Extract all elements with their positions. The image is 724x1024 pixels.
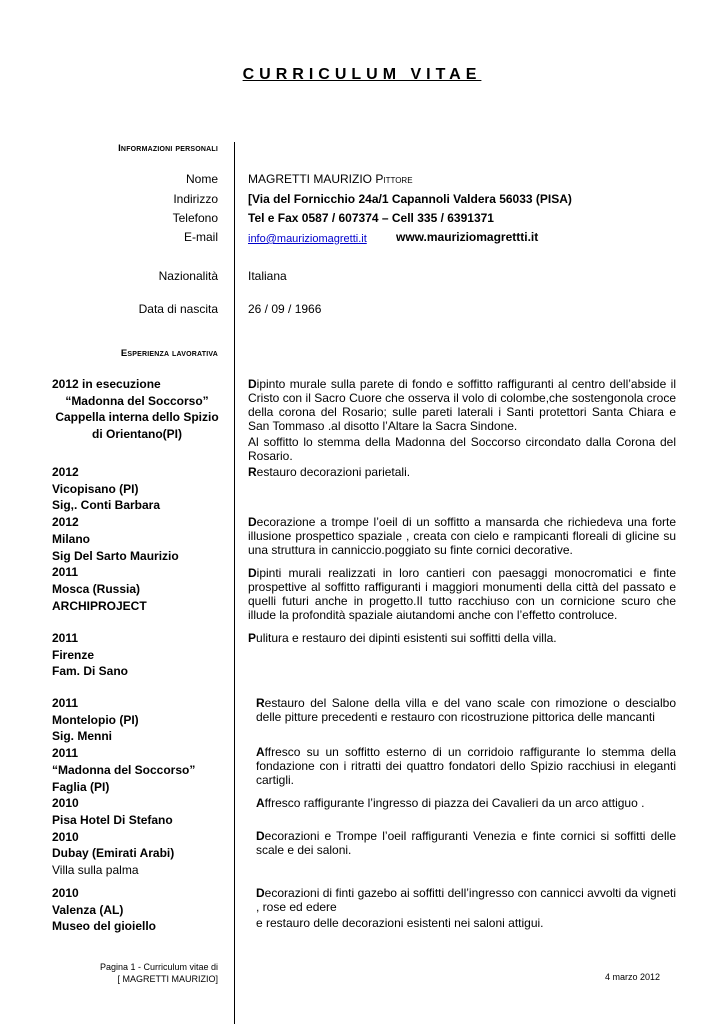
entry-line: Faglia (PI) [52,779,110,794]
entry-line: Firenze [52,647,95,662]
value-email-row [248,231,367,245]
entry-line: 2010 [52,829,79,844]
description-10b: e restauro delle decorazioni esistenti nei saloni attigui. [256,916,544,930]
entry-line: Sig,. Conti Barbara [52,498,161,513]
entry-line: Vicopisano (PI) [52,481,139,496]
entry-line: 2012 [52,515,79,530]
value-telefono: Tel e Fax 0587 / 607374 – Cell 335 / 6391371 [248,211,494,225]
description-3: Decorazione a trompe l’oeil di un soffitto a mansarda che richiedeva una forte illusione prospettico spaziale , creata con cielo e rampicanti floreali di glicine su una struttura in canniccio.poggiato su finte cornici decorative. [248,515,676,557]
footer-name-line: [ MAGRETTI MAURIZIO] [117,974,218,984]
section-personal-info: Informazioni personali [118,143,218,154]
description-1b: Al soffitto lo stemma della Madonna del Soccorso circondato dalla Corona del Rosario. [248,435,676,463]
description-6: Restauro del Salone della villa e del vano scale con rimozione o descialbo delle pitture precedenti e restauro con ricostruzione pittorica delle mancanti [256,696,676,724]
website-text: www.mauriziomagrettti.it [396,230,539,244]
entry-line: Sig. Menni [52,729,112,744]
experience-entry-3 [52,630,222,680]
experience-entry-2 [52,464,222,614]
label-nazionalita: Nazionalità [158,269,218,283]
experience-entry-4 [52,695,222,879]
vertical-divider [234,142,235,1024]
experience-entry-1 [52,376,222,443]
footer-date: 4 marzo 2012 [604,972,660,982]
footer-page-line: Pagina 1 - Curriculum vitae di [99,962,218,972]
page-title: CURRICULUM VITAE [242,66,482,83]
description-1: Dipinto murale sulla parete di fondo e soffitto raffiguranti al centro dell’abside il Cristo con il Sacro Cuore che osserva il volo di colombe,che sostengonola croce della corona del Rosario; sulle pareti laterali i Santi protettori Santa Chiara e San Tommaso .al disotto l’Altare la Sacra Sindone. [248,377,676,433]
entry-line: Cappella interna dello Spizio [55,410,219,425]
entry-line: 2010 [52,886,79,900]
entry-line: di Orientano(PI) [92,427,182,442]
profession-text: Pittore [375,172,413,186]
value-indirizzo: [Via del Fornicchio 24a/1 Capannoli Valdera 56033 (PISA) [248,192,572,206]
entry-line: Milano [52,531,90,546]
description-8: Affresco raffigurante l’ingresso di piazza dei Cavalieri da un arco attiguo . [256,796,645,810]
description-9: Decorazioni e Trompe l’oeil raffiguranti Venezia e finte cornici si soffitti delle scale e dei saloni. [256,829,676,857]
entry-line: Mosca (Russia) [52,581,141,596]
label-data-nascita: Data di nascita [138,302,218,316]
label-nome: Nome [185,172,218,186]
value-nome [248,172,413,186]
description-7: Affresco su un soffitto esterno di un corridoio raffigurante lo stemma della fondazione con i ritratti dei quattro fondatori dello Spizio racchiusi in eleganti cartigli. [256,745,676,787]
name-text: MAGRETTI MAURIZIO [248,172,372,186]
page-footer [100,961,218,985]
description-4: Dipinti murali realizzati in loro cantieri con paesaggi monocromatici e finte prospettive al soffitto raffiguranti i maggiori monumenti della città del passato e quelli futuri anche in progetto.Il tutto racchiuso con un cornicione scuro che illude la profondità spaziale aiutandomi anche con l’effetto controluce. [248,566,676,622]
entry-line: Pisa Hotel Di Stefano [52,812,173,827]
description-10: Decorazioni di finti gazebo ai soffitti dell’ingresso con cannicci avvolti da vigneti , rose ed edere [256,886,676,914]
value-nazionalita: Italiana [248,269,287,283]
entry-line: ARCHIPROJECT [52,598,147,613]
email-link[interactable]: info@mauriziomagretti.it [248,233,367,245]
entry-line: 2011 [52,565,79,580]
entry-line: Dubay (Emirati Arabi) [52,846,175,861]
entry-line: Sig Del Sarto Maurizio [52,548,179,563]
entry-line: 2011 [52,696,79,710]
section-experience: Esperienza lavorativa [120,348,218,359]
label-email: E-mail [183,230,218,244]
entry-line: 2011 [52,631,79,645]
entry-line: Fam. Di Sano [52,664,129,679]
entry-line: 2012 in esecuzione [52,377,161,391]
entry-line: Museo del gioiello [52,919,157,934]
experience-entry-5 [52,885,222,935]
description-5: Pulitura e restauro dei dipinti esistenti sui soffitti della villa. [248,631,557,645]
label-indirizzo: Indirizzo [173,192,218,206]
entry-line: “Madonna del Soccorso” [52,762,196,777]
value-data-nascita: 26 / 09 / 1966 [248,302,322,316]
entry-line: Villa sulla palma [52,863,139,878]
entry-line: 2011 [52,746,79,761]
label-telefono: Telefono [172,211,218,225]
entry-line: Montelopio (PI) [52,712,139,727]
entry-line: Valenza (AL) [52,902,124,917]
entry-line: “Madonna del Soccorso” [65,393,209,408]
entry-line: 2010 [52,796,79,811]
entry-line: 2012 [52,465,79,479]
description-2: Restauro decorazioni parietali. [248,465,411,479]
